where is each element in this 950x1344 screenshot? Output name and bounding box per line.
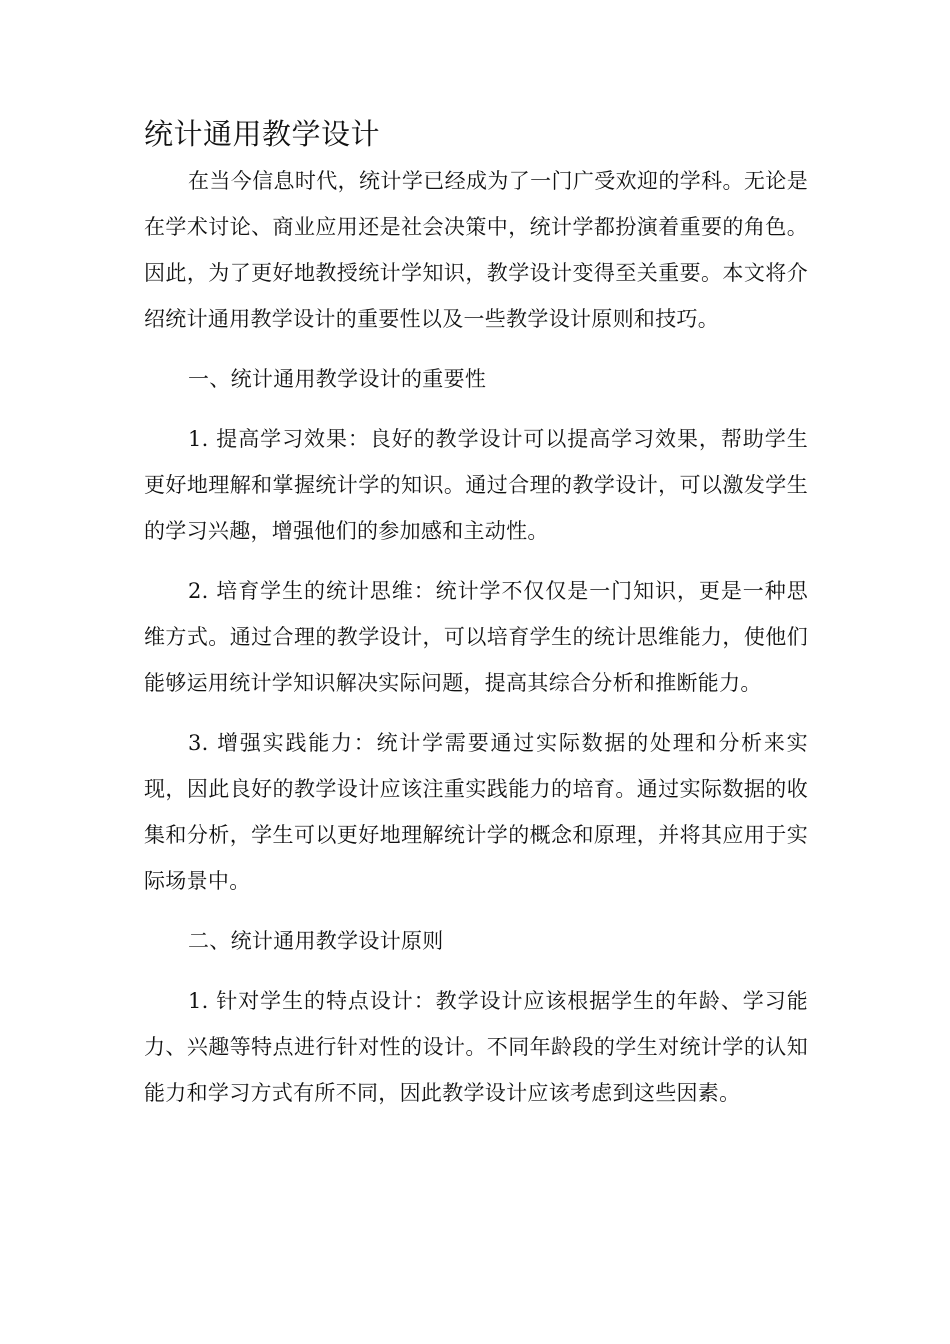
point-statistical-thinking: 2. 培育学生的统计思维：统计学不仅仅是一门知识，更是一种思维方式。通过合理的教学设计，可以培育学生的统计思维能力，使他们能够运用统计学知识解决实际问题，提高其综合分析和推断能力。: [144, 579, 808, 695]
document-title: 统计通用教学设计: [144, 117, 381, 151]
point-learning-effect: 1. 提高学习效果：良好的教学设计可以提高学习效果，帮助学生更好地理解和掌握统计学的知识。通过合理的教学设计，可以激发学生的学习兴趣，增强他们的参加感和主动性。: [144, 427, 808, 543]
point-practical-ability: 3. 增强实践能力：统计学需要通过实际数据的处理和分析来实现，因此良好的教学设计应该注重实践能力的培育。通过实际数据的收集和分析，学生可以更好地理解统计学的概念和原理，并将其应用于实际场景中。: [144, 731, 808, 893]
section-heading-importance: 一、统计通用教学设计的重要性: [188, 367, 487, 391]
intro-paragraph: 在当今信息时代，统计学已经成为了一门广受欢迎的学科。无论是在学术讨论、商业应用还是社会决策中，统计学都扮演着重要的角色。因此，为了更好地教授统计学知识，教学设计变得至关重要。本文将介绍统计通用教学设计的重要性以及一些教学设计原则和技巧。: [144, 169, 808, 331]
document-body: [144, 114, 808, 1116]
section-heading-principles: 二、统计通用教学设计原则: [188, 929, 444, 953]
principle-student-characteristics: 1. 针对学生的特点设计：教学设计应该根据学生的年龄、学习能力、兴趣等特点进行针对性的设计。不同年龄段的学生对统计学的认知能力和学习方式有所不同，因此教学设计应该考虑到这些因素。: [144, 989, 808, 1105]
